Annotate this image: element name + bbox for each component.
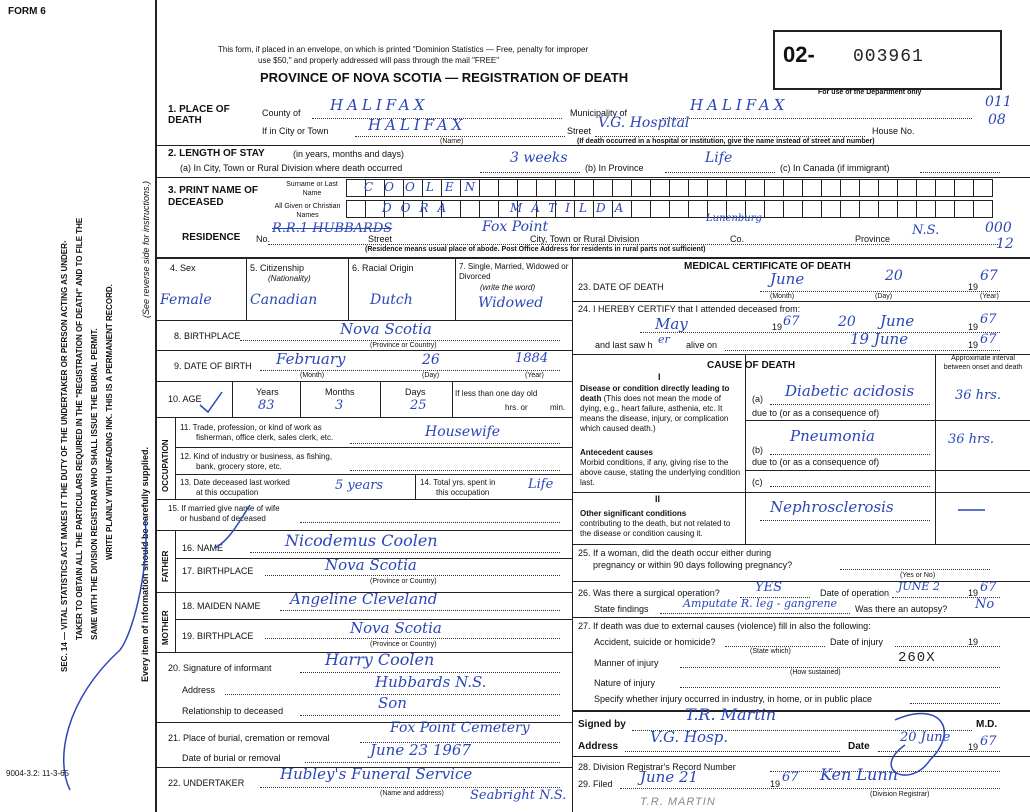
- last-saw-label: and last saw h: [595, 340, 653, 350]
- burial-date-value: June 23 1967: [370, 741, 472, 759]
- q25-line-1: 25. If a woman, did the death occur either during: [578, 548, 772, 558]
- marital-sub: (write the word): [480, 283, 536, 292]
- signer-address-label: Address: [578, 741, 619, 752]
- other-cause-value: Nephrosclerosis: [770, 498, 894, 516]
- last-worked-label-1: 13. Date deceased last worked: [180, 478, 290, 487]
- length-of-stay-label: 2. LENGTH OF STAY: [168, 148, 265, 159]
- other-cause-title: Other significant conditions: [580, 509, 687, 518]
- place-code-2: 08: [988, 112, 1006, 128]
- age-check-mark: [200, 392, 222, 412]
- age-years-value: 83: [258, 398, 275, 413]
- mother-birthplace-hint: (Province or Country): [370, 641, 437, 648]
- page-title: PROVINCE OF NOVA SCOTIA — REGISTRATION OF DEATH: [260, 70, 629, 85]
- nature-label: Nature of injury: [594, 678, 656, 688]
- certify-to-year: 67: [980, 312, 997, 327]
- marital-label: 7. Single, Married, Widowed or Divorced: [459, 262, 569, 281]
- residence-struck-value: R.R.1 HUBBARDS: [272, 221, 393, 236]
- burial-place-label: 21. Place of burial, cremation or removal: [168, 733, 330, 743]
- spouse-pen-stroke: [215, 505, 250, 548]
- last-worked-label-2: at this occupation: [196, 488, 259, 497]
- side-statute: SEC. 14 — VITAL STATISTICS ACT MAKES IT THE DUTY OF THE UNDERTAKER OR PERSON ACTING AS UNDER-: [60, 240, 69, 672]
- industry-label-1: 12. Kind of industry or business, as fishing,: [180, 452, 333, 461]
- mother-birthplace-value: Nova Scotia: [350, 619, 442, 637]
- age-years-label: Years: [256, 387, 279, 397]
- informant-address-value: Hubbards N.S.: [375, 673, 487, 691]
- mother-maiden-value: Angeline Cleveland: [290, 590, 438, 608]
- dob-label: 9. DATE OF BIRTH: [174, 361, 252, 371]
- header-note-2: use $50," and properly addressed will pass through the mail "FREE": [258, 56, 500, 65]
- father-birthplace-hint: (Province or Country): [370, 578, 437, 585]
- manner-label: Manner of injury: [594, 658, 659, 668]
- side-reverse: (See reverse side for instructions.): [141, 180, 151, 318]
- total-years-label-1: 14. Total yrs. spent in: [420, 478, 496, 487]
- residence-city-value: Fox Point: [482, 219, 549, 235]
- cause-b-interval: 36 hrs.: [948, 432, 995, 447]
- residence-code-1: 000: [985, 220, 1012, 236]
- cause-a-value: Diabetic acidosis: [785, 382, 915, 400]
- length-of-stay-hint: (in years, months and days): [293, 149, 405, 159]
- op-date-value: JUNE 2: [898, 580, 940, 593]
- op-date-label: Date of operation: [820, 588, 890, 598]
- q29-label: 29. Filed: [578, 779, 613, 789]
- dob-month: February: [276, 350, 346, 368]
- form-number: FORM 6: [8, 6, 46, 17]
- given-label: All Given or Christian Names: [274, 203, 341, 219]
- q26-label: 26. Was there a surgical operation?: [578, 588, 720, 598]
- filed-year: 67: [782, 770, 799, 785]
- municipality-label: Municipality of: [570, 108, 628, 118]
- age-label: 10. AGE: [168, 394, 202, 404]
- residence-county-label: Co.: [730, 234, 745, 244]
- findings-value: Amputate R. leg - gangrene: [683, 597, 838, 610]
- father-name-label: 16. NAME: [182, 543, 224, 553]
- death-month: June: [770, 270, 805, 288]
- doctor-stamp: T.R. MARTIN: [640, 796, 716, 808]
- residence-province-label: Province: [855, 234, 891, 244]
- sign-date-value: 20 June: [900, 730, 951, 745]
- given-1-value: DORA: [382, 201, 456, 215]
- industry-label-2: bank, grocery store, etc.: [196, 462, 282, 471]
- residence-city-label: City, Town or Rural Division: [530, 234, 640, 244]
- residence-street-label: Street: [368, 234, 393, 244]
- surname-value: COOLEN: [364, 180, 487, 194]
- father-birthplace-value: Nova Scotia: [325, 556, 417, 574]
- other-cause-note: contributing to the death, but not related to the disease or condition causing it.: [580, 519, 731, 538]
- how-sustained-hint: (How sustained): [790, 669, 841, 676]
- mother-section: MOTHER: [161, 610, 170, 645]
- citizenship-label: 5. Citizenship: [250, 263, 305, 273]
- signer-address-value: V.G. Hosp.: [650, 728, 729, 746]
- house-no-label: House No.: [872, 126, 915, 136]
- last-saw-year: 67: [980, 332, 997, 347]
- due-to-1: due to (or as a consequence of): [752, 408, 880, 418]
- age-days-value: 25: [410, 398, 427, 413]
- accident-label: Accident, suicide or homicide?: [594, 637, 716, 647]
- findings-label: State findings: [594, 604, 649, 614]
- filed-date: June 21: [640, 768, 699, 786]
- stay-c-label: (c) In Canada (if immigrant): [780, 163, 890, 173]
- stay-b-label: (b) In Province: [585, 163, 644, 173]
- signature-flourish: [891, 714, 944, 776]
- cause-a-label: (a): [752, 394, 763, 404]
- certify-to-day: 20: [838, 314, 856, 330]
- autopsy-value: No: [975, 597, 995, 612]
- birthplace-label: 8. BIRTHPLACE: [174, 331, 241, 341]
- due-to-2: due to (or as a consequence of): [752, 457, 880, 467]
- last-worked-value: 5 years: [335, 478, 384, 493]
- street-value: V.G. Hospital: [598, 115, 690, 131]
- signed-by-label: Signed by: [578, 719, 626, 730]
- death-year-prefix: 19: [968, 282, 979, 292]
- medical-title: MEDICAL CERTIFICATE OF DEATH: [684, 261, 851, 272]
- residence-label: RESIDENCE: [182, 232, 241, 243]
- trade-label-1: 11. Trade, profession, or kind of work as: [180, 423, 322, 432]
- direct-cause-note: (This does not mean the mode of dying, e.g., heart failure, asthenia, etc. It means the disease, injury, or complication which caused death.): [580, 394, 729, 433]
- trade-value: Housewife: [425, 424, 501, 440]
- residence-note: (Residence means usual place of abode. Post Office Address for residents in rural parts not sufficient): [365, 246, 706, 253]
- death-day-hint: (Day): [875, 293, 893, 300]
- injury-year-prefix: 19: [968, 637, 979, 647]
- age-months-label: Months: [325, 387, 355, 397]
- certify-label: 24. I HEREBY CERTIFY that I attended deceased from:: [578, 304, 801, 314]
- citizenship-sub: (Nationality): [268, 274, 311, 283]
- last-saw-suffix: er: [658, 333, 670, 346]
- death-year-hint: (Year): [980, 293, 999, 300]
- county-label: County of: [262, 108, 301, 118]
- certify-from-prefix: 19: [772, 322, 783, 332]
- undertaker-hint: (Name and address): [380, 790, 444, 797]
- certify-from-year: 67: [783, 314, 800, 329]
- side-line-3: SAME WITH THE DIVISION REGISTRAR WHO SHALL ISSUE THE BURIAL PERMIT.: [90, 328, 99, 640]
- sign-date-label: Date: [848, 741, 870, 752]
- trade-label-2: fisherman, office clerk, sales clerk, etc.: [196, 433, 334, 442]
- stay-a-label: (a) In City, Town or Rural Division where death occurred: [180, 163, 403, 173]
- total-years-label-2: this occupation: [436, 488, 490, 497]
- name-hint: (Name): [440, 138, 464, 145]
- antecedent-note: Morbid conditions, if any, giving rise to the above cause, stating the underlying condition last.: [580, 458, 741, 487]
- father-birthplace-label: 17. BIRTHPLACE: [182, 566, 254, 576]
- side-line-4: WRITE PLAINLY WITH UNFADING INK. THIS IS A PERMANENT RECORD.: [105, 284, 114, 560]
- total-years-value: Life: [528, 477, 554, 492]
- age-min-label: min.: [550, 403, 566, 412]
- cause-a-interval: 36 hrs.: [955, 388, 1002, 403]
- cause-title: CAUSE OF DEATH: [707, 360, 796, 371]
- street-label: Street: [567, 126, 592, 136]
- signed-by-value: T.R. Martin: [685, 705, 777, 724]
- form-code: 9004-3.2: 11-3-65: [6, 769, 70, 778]
- q28-label: 28. Division Registrar's Record Number: [578, 762, 736, 772]
- antecedent-title: Antecedent causes: [580, 448, 653, 457]
- death-day: 20: [885, 268, 903, 284]
- cause-b-value: Pneumonia: [790, 427, 875, 445]
- roman-2: II: [655, 494, 661, 504]
- informant-sig-label: 20. Signature of informant: [168, 663, 272, 673]
- place-code-1: 011: [985, 94, 1012, 110]
- given-2-value: MATILDA: [510, 201, 633, 215]
- certify-to-month: June: [880, 312, 915, 330]
- filed-prefix: 19: [770, 779, 781, 789]
- dob-day-hint: (Day): [422, 372, 440, 379]
- residence-province-value: N.S.: [912, 223, 940, 238]
- left-margin-pen-stroke: [64, 520, 146, 790]
- racial-label: 6. Racial Origin: [352, 263, 414, 273]
- birthplace-value: Nova Scotia: [340, 320, 432, 338]
- registrar-hint: (Division Registrar): [870, 791, 930, 798]
- q25-hint: (Yes or No): [900, 572, 936, 579]
- q27-label: 27. If death was due to external causes (violence) fill in also the following:: [578, 621, 871, 631]
- cause-b-label: (b): [752, 445, 763, 455]
- interval-label: Approximate interval between onset and death: [943, 355, 1023, 371]
- direct-cause-title: Disease or condition directly leading to death: [580, 384, 730, 403]
- marital-value: Widowed: [478, 295, 544, 311]
- surname-label: Surname or Last Name: [286, 181, 338, 197]
- injury-date-label: Date of injury: [830, 637, 884, 647]
- stay-b-value: Life: [705, 150, 733, 166]
- sign-year-prefix: 19: [968, 742, 979, 752]
- father-section: FATHER: [161, 550, 170, 582]
- city-value: HALIFAX: [368, 116, 467, 134]
- specify-label: Specify whether injury occurred in industry, in home, or in public place: [594, 694, 872, 704]
- dob-year-hint: (Year): [525, 372, 544, 379]
- certify-from-month: May: [655, 315, 688, 333]
- spouse-label-2: or husband of deceased: [180, 514, 266, 523]
- age-hrs-label: hrs. or: [505, 403, 528, 412]
- dob-month-hint: (Month): [300, 372, 325, 379]
- last-saw-prefix: 19: [968, 340, 979, 350]
- undertaker-label: 22. UNDERTAKER: [168, 778, 245, 788]
- q25-line-2: pregnancy or within 90 days following pregnancy?: [593, 560, 793, 570]
- roman-1: I: [658, 372, 661, 382]
- burial-date-label: Date of burial or removal: [182, 753, 281, 763]
- mother-birthplace-label: 19. BIRTHPLACE: [182, 631, 254, 641]
- dept-use-label: For use of the Department only: [818, 89, 922, 96]
- md-label: M.D.: [976, 719, 998, 730]
- last-saw-date: 19 June: [850, 330, 909, 348]
- residence-code-2: 12: [996, 236, 1014, 252]
- age-days-label: Days: [405, 387, 426, 397]
- relationship-value: Son: [378, 694, 407, 712]
- occupation-section: OCCUPATION: [161, 439, 170, 492]
- autopsy-label: Was there an autopsy?: [855, 604, 948, 614]
- father-name-value: Nicodemus Coolen: [285, 531, 438, 550]
- op-year-prefix: 19: [968, 588, 979, 598]
- dob-day: 26: [422, 352, 440, 368]
- age-under-day: If less than one day old: [455, 389, 538, 398]
- age-months-value: 3: [335, 398, 344, 413]
- death-date-label: 23. DATE OF DEATH: [578, 282, 664, 292]
- birthplace-hint: (Province or Country): [370, 342, 437, 349]
- sex-value: Female: [160, 292, 212, 308]
- registration-number: 003961: [853, 47, 924, 67]
- alive-on-label: alive on: [686, 340, 718, 350]
- mother-maiden-label: 18. MAIDEN NAME: [182, 601, 261, 611]
- undertaker-value: Hubley's Funeral Service: [280, 765, 473, 783]
- certify-to-prefix: 19: [968, 322, 979, 332]
- municipality-value: HALIFAX: [690, 96, 789, 114]
- cause-c-label: (c): [752, 477, 763, 487]
- county-value: HALIFAX: [330, 96, 429, 114]
- death-month-hint: (Month): [770, 293, 795, 300]
- registration-prefix: 02-: [783, 42, 815, 67]
- informant-sig-value: Harry Coolen: [325, 650, 435, 669]
- sex-label: 4. Sex: [170, 263, 196, 273]
- undertaker-address: Seabright N.S.: [470, 788, 567, 803]
- stay-a-value: 3 weeks: [510, 150, 568, 166]
- spouse-label-1: 15. If married give name of wife: [168, 504, 280, 513]
- side-line-2: TAKER TO OBTAIN ALL THE PARTICULARS REQUIRED IN THE "REGISTRATION OF DEATH" AND TO FILE THE: [75, 217, 84, 640]
- institution-hint: (If death occurred in a hospital or institution, give the name instead of street and number): [577, 138, 875, 145]
- informant-address-label: Address: [182, 685, 216, 695]
- residence-county-value: Lunenburg: [706, 213, 762, 224]
- header-note-1: This form, if placed in an envelope, on which is printed "Dominion Statistics — Free, penalty for improper: [218, 45, 589, 54]
- residence-no-label: No.: [256, 234, 271, 244]
- relationship-label: Relationship to deceased: [182, 706, 284, 716]
- burial-place-value: Fox Point Cemetery: [390, 720, 530, 736]
- place-of-death-label: 1. PLACE OF DEATH: [168, 104, 230, 126]
- citizenship-value: Canadian: [250, 292, 318, 308]
- racial-value: Dutch: [370, 292, 413, 308]
- name-label: 3. PRINT NAME OF DECEASED: [168, 185, 259, 208]
- manner-code: 260X: [898, 650, 936, 666]
- sign-year: 67: [980, 734, 997, 749]
- q26-value: YES: [755, 580, 782, 595]
- side-supplied: Every item of information should be carefully supplied.: [140, 446, 150, 682]
- state-which-hint: (State which): [750, 648, 791, 655]
- registrar-signature: Ken Lunn: [820, 765, 898, 784]
- dob-year: 1884: [515, 351, 549, 366]
- op-year: 67: [980, 580, 997, 595]
- death-year: 67: [980, 268, 998, 284]
- city-label: If in City or Town: [262, 126, 329, 136]
